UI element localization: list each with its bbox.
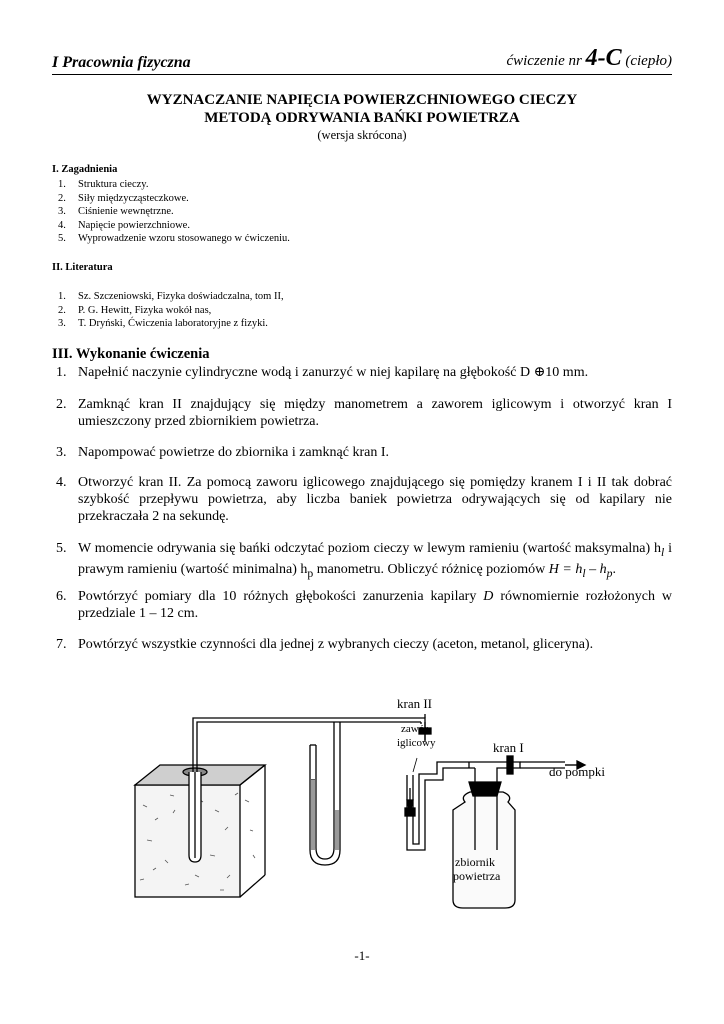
lab-name: I Pracownia fizyczna	[52, 54, 191, 71]
title-line-1: WYZNACZANIE NAPIĘCIA POWIERZCHNIOWEGO CIECZY	[146, 92, 578, 108]
item-number: 2.	[58, 304, 66, 316]
item-number: 2.	[58, 192, 66, 204]
exercise-number	[506, 45, 672, 72]
item-number: 3.	[58, 206, 66, 218]
section-2-list	[52, 290, 284, 331]
item-text: Wyprowadzenie wzoru stosowanego w ćwiczeniu.	[78, 233, 290, 245]
tank-stopper	[469, 782, 501, 796]
subtitle: (wersja skrócona)	[317, 128, 407, 142]
step-number: 7.	[56, 637, 67, 652]
section-1-heading: I. Zagadnienia	[52, 164, 118, 175]
item-number: 4.	[58, 219, 66, 231]
step-number: 5.	[56, 541, 67, 556]
section-3-heading: III. Wykonanie ćwiczenia	[52, 346, 210, 362]
subscript-l: l	[661, 545, 665, 559]
step-text-part: i prawym ramieniu (wartość minimalna) h	[78, 541, 673, 577]
step-4	[52, 474, 672, 525]
list-item	[52, 290, 284, 304]
list-item	[52, 219, 290, 233]
step-3	[52, 444, 672, 461]
label-zbiornik-2: powietrza	[453, 869, 501, 883]
label-kran-2: kran II	[397, 696, 433, 711]
step-text: Napompować powietrze do zbiornika i zamknąć kran I.	[78, 445, 389, 460]
variable-d: D	[483, 589, 494, 604]
item-number: 1.	[58, 179, 66, 190]
list-item	[52, 304, 284, 318]
label-kran-1: kran I	[493, 740, 524, 755]
air-tank	[453, 792, 515, 908]
apparatus-diagram	[125, 680, 605, 920]
label-zbiornik-1: zbiornik	[455, 855, 495, 869]
list-item	[52, 192, 290, 206]
item-number: 1.	[58, 291, 66, 302]
item-text: Struktura cieczy.	[78, 179, 149, 190]
step-7	[52, 636, 672, 653]
list-item	[52, 178, 290, 192]
step-text-part: równomiernie rozłożonych w przedziale 1 – 12 cm.	[78, 589, 672, 621]
exercise-prefix: ćwiczenie nr	[506, 53, 586, 69]
item-text: Napięcie powierzchniowe.	[78, 219, 190, 231]
exercise-code: 4-C	[585, 45, 622, 71]
step-text-part: W momencie odrywania się bańki odczytać poziom cieczy w lewym ramieniu (wartość maksymalna) h	[78, 541, 662, 556]
section-1-list	[52, 178, 290, 246]
subscript-p: p	[307, 566, 314, 580]
item-number: 5.	[58, 233, 66, 245]
item-text: P. G. Hewitt, Fizyka wokół nas,	[78, 304, 212, 316]
step-text-part: manometru. Obliczyć różnicę poziomów	[313, 561, 549, 577]
label-zawor-2: iglicowy	[397, 737, 436, 749]
list-item	[52, 205, 290, 219]
label-zawor-1: zawór	[401, 723, 428, 735]
formula-sub-p: p	[606, 566, 613, 580]
step-text	[78, 540, 672, 582]
formula	[548, 561, 613, 580]
step-1	[52, 364, 672, 381]
step-number: 4.	[56, 475, 67, 490]
step-text-part: Powtórzyć pomiary dla 10 różnych głębokości zanurzenia kapilary	[78, 589, 484, 604]
item-text: Sz. Szczeniowski, Fizyka doświadczalna, tom II,	[78, 291, 284, 302]
list-item	[52, 232, 290, 246]
exercise-suffix: (ciepło)	[621, 53, 672, 69]
page-header	[52, 45, 672, 75]
step-number: 2.	[56, 397, 67, 412]
formula-sub-l: l	[582, 566, 586, 580]
step-text-part: .	[612, 561, 616, 577]
item-text: Ciśnienie wewnętrzne.	[78, 206, 174, 218]
formula-part: – h	[585, 561, 607, 577]
step-2	[52, 396, 672, 430]
step-number: 1.	[56, 365, 67, 380]
step-text: Powtórzyć wszystkie czynności dla jednej z wybranych cieczy (aceton, metanol, gliceryna).	[78, 637, 594, 652]
title-line-2: METODĄ ODRYWANIA BAŃKI POWIETRZA	[204, 110, 520, 126]
step-6	[52, 588, 672, 622]
step-text: Napełnić naczynie cylindryczne wodą i zanurzyć w niej kapilarę na głębokość D ⊕10 mm.	[78, 365, 589, 380]
step-number: 3.	[56, 445, 67, 460]
item-text: Siły międzycząsteczkowe.	[78, 192, 189, 204]
step-text	[78, 588, 672, 622]
section-2-heading: II. Literatura	[52, 262, 113, 273]
item-number: 3.	[58, 318, 66, 330]
tube-to-kran-2	[193, 718, 425, 772]
list-item	[52, 317, 284, 331]
item-text: T. Dryński, Ćwiczenia laboratoryjne z fizyki.	[78, 318, 268, 330]
step-text: Zamknąć kran II znajdujący się między manometrem a zaworem iglicowym i otworzyć kran I umieszczony przed zbiornikiem powietrza.	[78, 397, 672, 429]
page-number: -1-	[354, 948, 370, 963]
formula-part: H = h	[548, 561, 583, 577]
label-do-pompki: do pompki	[549, 764, 605, 779]
step-number: 6.	[56, 589, 67, 604]
kran-1-valve	[507, 756, 513, 774]
step-5	[52, 540, 672, 582]
step-text: Otworzyć kran II. Za pomocą zaworu iglicowego znajdującego się pomiędzy kranem I i II tak dobrać szybkość przepływu powietrza, aby liczba baniek powietrza odrywających się od kapilary nie przekraczała 2 na sekundę.	[78, 475, 672, 524]
